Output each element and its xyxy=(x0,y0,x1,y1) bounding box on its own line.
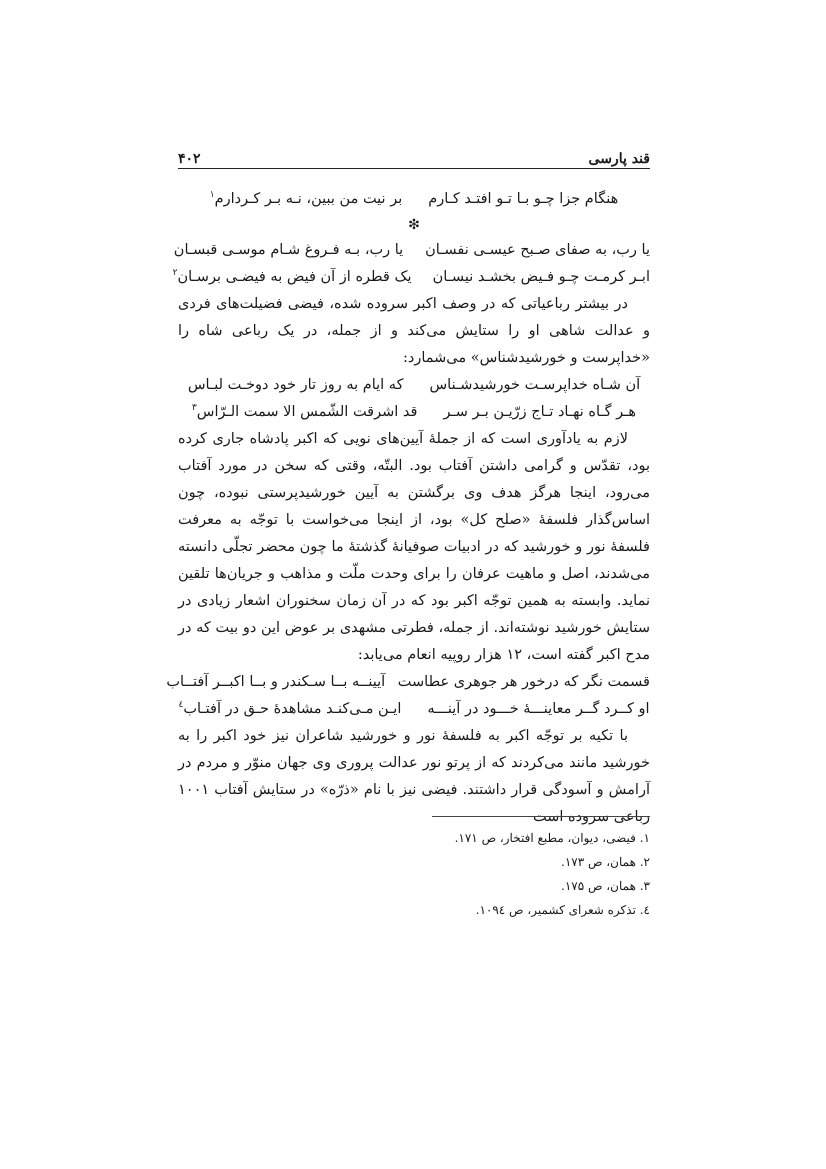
hemistich-first: یا رب، به صفای صـبح عیسـی نفسـان xyxy=(425,242,650,258)
body-text xyxy=(166,186,650,831)
couplet xyxy=(178,696,650,723)
paragraph: لازم به یادآوری است که از جملهٔ آیین‌های نویی که اکبر پادشاه جاری کرده بود، تقدّس و گرامی داشتن آفتاب بود. البتّه، وقتی که سخن در مورد آفتاب می‌رود، اینجا هرگز هدف وی برگشتن به آیین خورشیدپرستی نبوده، چون اساس‌گذار فلسفهٔ «صلح کل» بود، از اینجا می‌خواست با توجّه به معرفت فلسفهٔ نور و خورشید که در ادبیات صوفیانهٔ گذشتهٔ ما چون محضر تجلّی دانسته می‌شدند، اصل و ماهیت عرفان را برای وحدت ملّت و مذاهب و جریان‌ها تلقین نماید. وابسته به همین توجّه اکبر بود که در آن زمان سخنوران اشعار زیادی در ستایش خورشید نوشته‌اند. از جمله، فطرتی مشهدی بر عوض این دو بیت که در مدح اکبر گفته است، ۱۲ هزار روپیه انعام می‌یابد: xyxy=(178,431,650,663)
hemistich-first: قسمت نگر که درخور هر جوهری عطاست xyxy=(397,674,650,690)
hemistich-first: هنگام جزا چـو بـا تـو افتـد کـارم xyxy=(428,191,619,207)
hemistich-first: هـر گـاه نهـاد تـاج زرّیـن بـر سـر xyxy=(443,404,637,420)
couplet xyxy=(166,669,650,696)
hemistich-first: آن شـاه خداپرسـت خورشیدشـناس xyxy=(429,377,641,393)
couplet xyxy=(178,186,650,213)
page-number: ۴۰۲ xyxy=(178,151,201,167)
section-separator-icon: ❇ xyxy=(408,217,420,233)
couplet xyxy=(172,264,650,291)
footnote-ref: ٤ xyxy=(178,700,184,711)
page-header xyxy=(178,143,650,167)
footnotes xyxy=(178,826,650,922)
couplet xyxy=(173,237,650,264)
hemistich-second: ایـن مـی‌کنـد مشاهدهٔ حـق در آفتـاب$^٤$ xyxy=(178,700,402,717)
paragraph: با تکیه بر توجّه اکبر به فلسفهٔ نور و خورشید شاعران نیز خود اکبر را به خورشید مانند می‌کردند که از پرتو نور عدالت پروری وی جهان منوّر و مردم در آرامش و آسودگی قرار داشتند. فیضی نیز با نام «ذرّه» در ستایش آفتاب ۱۰۰۱ رباعی سروده است xyxy=(178,728,650,825)
hemistich-second: یا رب، بـه فـروغ شـام موسـی قبسـان xyxy=(173,242,404,258)
footnote-ref: ۲ xyxy=(172,268,178,279)
footnote: ٤. تذکره شعرای کشمیر، ص ۱۰۹٤. xyxy=(475,903,650,917)
footnote-ref: ۱ xyxy=(209,190,215,201)
running-title: قند پارسی xyxy=(588,151,650,167)
footnote-rule xyxy=(432,816,650,817)
couplet xyxy=(178,399,650,426)
paragraph: در بیشتر رباعیاتی که در وصف اکبر سروده شده، فیضی فضیلت‌های فردی و عدالت شاهی او را ستایش می‌کند و از جمله، در یک رباعی شاه را «خداپرست و خورشیدشناس» می‌شمارد: xyxy=(178,296,650,366)
footnote: ۱. فیضی، دیوان، مطبع افتخار، ص ۱۷۱. xyxy=(454,831,650,845)
hemistich-first: ابـر کرمـت چـو فـیض بخشـد نیسـان xyxy=(432,269,650,285)
hemistich-second: قد اشرقت الشّمس الا سمت الـرّاس$^۳$ xyxy=(191,403,418,420)
couplet xyxy=(178,372,650,399)
hemistich-second: که ایام به روز تار خود دوخـت لبـاس xyxy=(187,377,404,393)
footnote: ۲. همان، ص ۱۷۳. xyxy=(561,855,650,869)
header-rule xyxy=(178,168,650,169)
hemistich-second: یک قطره از آن فیض به فیضـی برسـان$^۲$ xyxy=(172,268,412,285)
hemistich-first: او کــرد گــر معاینـــهٔ خـــود در آینـــه xyxy=(427,701,650,717)
footnote-ref: ۳ xyxy=(191,403,197,414)
hemistich-second: بر نیت من ببین، نـه بـر کـردارم$^۱$ xyxy=(209,190,403,207)
footnote: ۳. همان، ص ۱۷۵. xyxy=(561,879,650,893)
hemistich-second: آیینــه بــا سـکندر و بــا اکبــر آفتــاب xyxy=(166,674,386,690)
